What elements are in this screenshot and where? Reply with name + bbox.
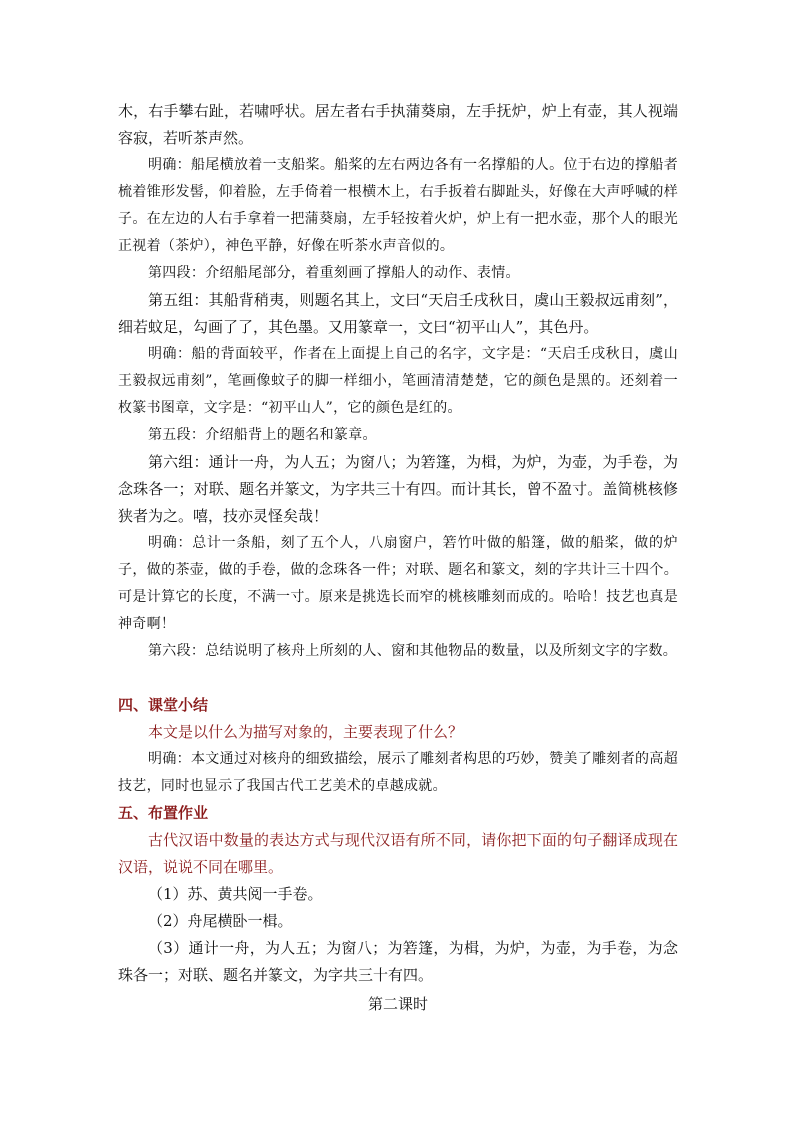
paragraph-explanation-6: 明确：总计一条船，刻了五个人，八扇窗户，箬竹叶做的船篷，做的船桨，做的炉子，做的茶壶，做的手卷，做的念珠各一件；对联、题名和篆文，刻的字共计三十四个。可是计算它的长度，不满一寸。原来是挑选长而窄的桃核雕刻而成的。哈哈！技艺也真是神奇啊！: [118, 535, 678, 632]
summary-answer: 明确：本文通过对核舟的细致描绘，展示了雕刻者构思的巧妙，赞美了雕刻者的高超技艺，同时也显示了我国古代工艺美术的卓越成就。: [118, 751, 678, 794]
paragraph-original-text-4: 木，右手攀右趾，若啸呼状。居左者右手执蒲葵扇，左手抚炉，炉上有壶，其人视端容寂，若听茶声然。: [118, 102, 678, 147]
section-heading-summary: 四、课堂小结: [118, 696, 209, 714]
paragraph-summary-5: 第五段：介绍船背上的题名和篆章。: [148, 427, 377, 443]
homework-task: 古代汉语中数量的表达方式与现代汉语有所不同，请你把下面的句子翻译成现在汉语，说说不同在哪里。: [118, 831, 678, 876]
paragraph-summary-4: 第四段：介绍船尾部分，着重刻画了撑船人的动作、表情。: [148, 265, 520, 281]
paragraph-explanation-4: 明确：船尾横放着一支船桨。船桨的左右两边各有一名撑船的人。位于右边的撑船者梳着锥形发髻，仰着脸，左手倚着一根横木上，右手扳着右脚趾头，好像在大声呼喊的样子。在左边的人右手拿着一把蒲葵扇，左手轻按着火炉，炉上有一把水壶，那个人的眼光正视着（茶炉），神色平静，好像在听茶水声音似的。: [118, 157, 678, 254]
section-heading-homework: 五、布置作业: [118, 804, 209, 822]
homework-item-3: （3）通计一舟，为人五；为窗八；为箬篷，为楫，为炉，为壶，为手卷，为念珠各一；对联、题名并篆文，为字共三十有四。: [118, 939, 678, 984]
paragraph-explanation-5: 明确：船的背面较平，作者在上面提上自己的名字，文字是：“天启壬戌秋日，虞山王毅叔远甫刻”，笔画像蚊子的脚一样细小，笔画清清楚楚，它的颜色是黑的。还刻着一枚篆书图章，文字是：“初平山人”，它的颜色是红的。: [118, 346, 678, 416]
summary-question: 本文是以什么为描写对象的，主要表现了什么？: [148, 723, 464, 741]
paragraph-original-text-5: 第五组：其船背稍夷，则题名其上，文曰“天启壬戌秋日，虞山王毅叔远甫刻”，细若蚊足，勾画了了，其色墨。又用篆章一，文曰“初平山人”，其色丹。: [118, 291, 678, 336]
homework-item-2: （2）舟尾横卧一楫。: [148, 912, 293, 930]
homework-item-1: （1）苏、黄共阅一手卷。: [148, 885, 323, 903]
paragraph-original-text-6: 第六组：通计一舟，为人五；为窗八；为箬篷，为楫，为炉，为壶，为手卷，为念珠各一；对联、题名并篆文，为字共三十有四。而计其长，曾不盈寸。盖简桃核修狭者为之。嘻，技亦灵怪矣哉！: [118, 453, 678, 525]
lesson-title-second-period: 第二课时: [367, 995, 428, 1013]
paragraph-summary-6: 第六段：总结说明了核舟上所刻的人、窗和其他物品的数量，以及所刻文字的字数。: [148, 643, 678, 659]
